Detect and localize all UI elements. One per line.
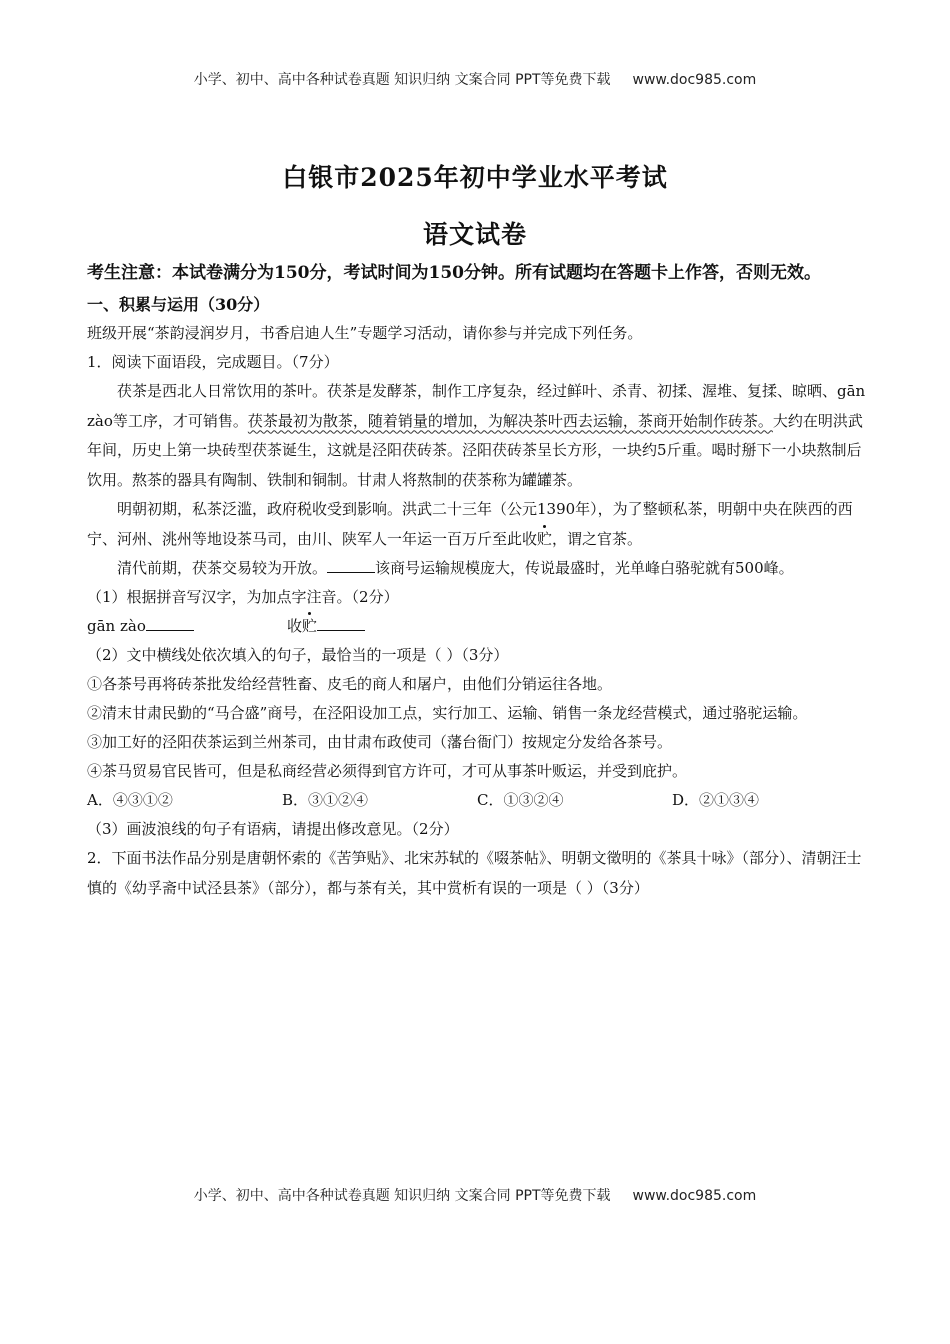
activity-intro: 班级开展“茶韵浸润岁月，书香启迪人生”专题学习活动，请你参与并完成下列任务。 [87,324,643,342]
sentence-option-1: ①各茶号再将砖茶批发给经营牲畜、皮毛的商人和屠户，由他们分销运往各地。 [87,675,613,693]
question-2-stem: 2．下面书法作品分别是唐朝怀索的《苦笋贴》、北宋苏轼的《啜茶帖》、明朝文徵明的《茶具十咏》（部分）、清朝汪士慎的《幼孚斋中试泾县茶》（部分），都与茶有关，其中赏析有误的一项是（ ）（3分） [87,849,862,897]
page-footer [0,1185,950,1205]
answer-blank [327,558,375,573]
answer-blank [317,616,365,631]
passage-text: 明朝初期，私茶泛滥，政府税收受到影响。洪武二十三年（公元1390年），为了整顿私茶，明朝中央在陕西的西宁、河州、洮州等地设茶马司，由川、陕军人一年运一百万斤至此收 [87,500,853,548]
dotted-character: 贮 [302,617,318,635]
exam-notice: 考生注意：本试卷满分为150分，考试时间为150分钟。所有试题均在答题卡上作答，否则无效。 [87,263,821,283]
passage-text: 该商号运输规模庞大，传说最盛时，光单峰白骆驼就有500峰。 [375,559,794,577]
subquestion-1-blanks [87,612,867,641]
passage-text: 清代前期，茯茶交易较为开放。 [117,559,328,577]
subquestion-2: （2）文中横线处依次填入的句子，最恰当的一项是（ ）（3分） [87,646,509,664]
sentence-option-4: ④茶马贸易官民皆可，但是私商经营必须得到官方许可，才可从事茶叶贩运，并受到庇护。 [87,762,688,780]
passage-paragraph-3 [87,554,867,583]
passage-paragraph-1 [87,377,867,495]
choice-c: C．①③②④ [477,791,564,809]
header-website: www.doc985.com [632,72,757,88]
pinyin-prompt: gān zào [87,617,146,635]
passage-text: 大约在明洪武年间，历史上第一块砖型茯茶诞生，这就是泾阳茯砖茶。泾阳茯砖茶呈长方形，一块约5斤重。喝时掰下一小块熬制后饮用。熬茶的器具有陶制、铁制和铜制。甘肃人将熬制的茯茶称为罐罐茶。 [87,411,863,489]
footer-website: www.doc985.com [632,1188,757,1204]
sentence-option-2: ②清末甘肃民勤的“马合盛”商号，在泾阳设加工点，实行加工、运输、销售一条龙经营模式，通过骆驼运输。 [87,704,808,722]
passage-text: ，谓之官茶。 [552,529,643,548]
choice-a: A．④③①② [87,791,173,809]
page-header [0,69,950,89]
exam-title: 白银市2025年初中学业水平考试 [282,163,668,192]
word-prompt: 收 [287,617,303,635]
passage-paragraph-2 [87,495,867,554]
question-1-stem: 1．阅读下面语段，完成题目。（7分） [87,353,339,371]
answer-blank [146,616,194,631]
exam-body [87,258,867,903]
subquestion-1: （1）根据拼音写汉字，为加点字注音。（2分） [87,588,399,606]
subquestion-3: （3）画波浪线的句子有语病，请提出修改意见。（2分） [87,820,459,838]
wavy-underlined-sentence: 茯茶最初为散茶，随着销量的增加，为解决茶叶西去运输，茶商开始制作砖茶。 [247,411,773,430]
dotted-character: 贮 [537,529,553,548]
exam-subtitle: 语文试卷 [422,220,527,249]
section-heading: 一、积累与运用（30分） [87,295,270,314]
header-promo-text: 小学、初中、高中各种试卷真题 知识归纳 文案合同 PPT等免费下载 [193,72,611,88]
choice-d: D．②①③④ [672,791,760,809]
passage-text: 茯茶是西北人日常饮用的茶叶。茯茶是发酵茶，制作工序复杂，经过鲜叶、杀青、初揉、渥堆、复揉、晾晒、gān zào等工序，才可销售。 [87,382,866,430]
sentence-option-3: ③加工好的泾阳茯茶运到兰州茶司，由甘肃布政使司（藩台衙门）按规定分发给各茶号。 [87,733,673,751]
choice-b: B．③①②④ [282,791,369,809]
answer-choices [87,786,867,815]
footer-promo-text: 小学、初中、高中各种试卷真题 知识归纳 文案合同 PPT等免费下载 [193,1188,611,1204]
